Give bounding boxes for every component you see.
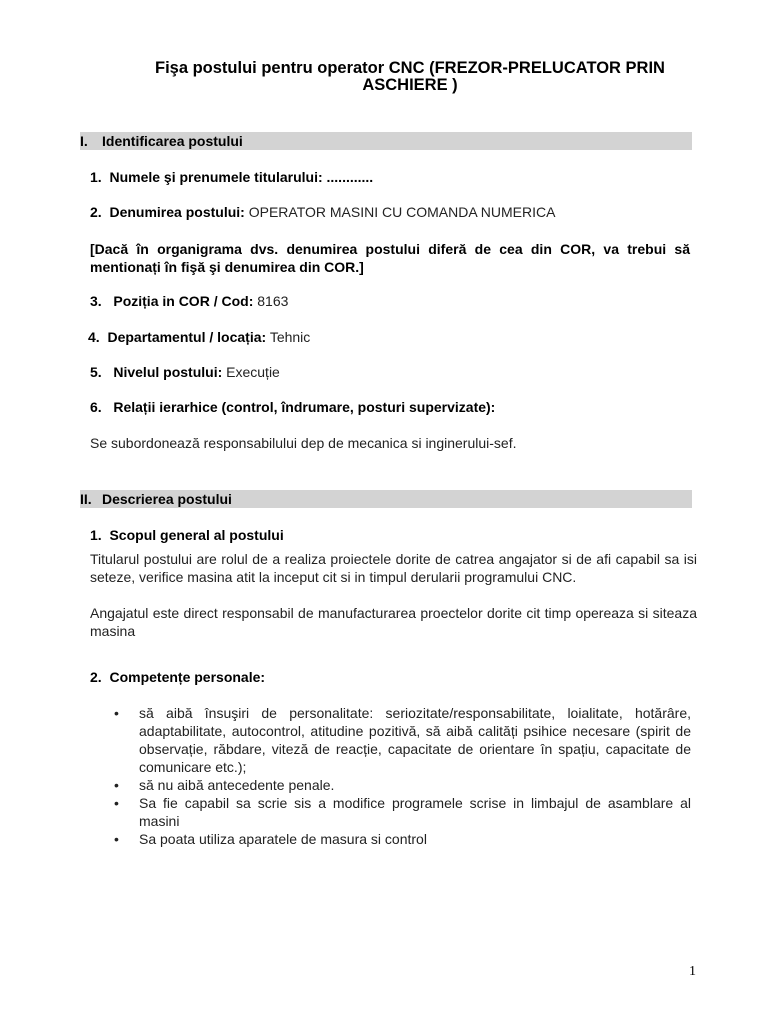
item-label: Nivelul postului: [113,364,223,380]
item-value: Tehnic [269,329,311,345]
list-item [114,704,691,776]
subsection-number: 2. [90,669,102,685]
section-1-header [80,132,692,150]
item-number: 2. [90,204,102,220]
purpose-paragraph-2: Angajatul este direct responsabil de manufacturarea proectelor dorite cit timp opereaza si siteaza masina [90,605,697,639]
item-label: Denumirea postului: [109,204,245,220]
item-value: 8163 [257,293,289,309]
list-item [114,776,691,794]
item-number: 6. [90,399,102,415]
item-number: 5. [90,364,102,380]
competences-list [114,704,691,848]
cor-note: [Dacă în organigrama dvs. denumirea postului diferă de cea din COR, va trebui să mentionați în fişă şi denumirea din COR.] [90,241,690,275]
page-number: 1 [689,964,696,979]
section-2-number: II. [80,491,92,507]
field-titular-name [90,168,700,186]
item-label: Departamentul / locația: [107,329,267,345]
field-job-title [90,203,700,221]
field-cor-code [90,292,700,310]
item-value: ............ [322,169,374,185]
item-number: 4. [88,329,100,345]
list-item [114,794,691,830]
item-label: Relații ierarhice (control, îndrumare, posturi supervizate): [113,399,496,415]
subsection-number: 1. [90,527,102,543]
list-item-text: să nu aibă antecedente penale. [139,777,335,793]
field-level [90,363,700,381]
list-item-text: Sa poata utiliza aparatele de masura si control [139,831,427,847]
subsection-purpose-heading [90,526,700,544]
field-hierarchy [90,398,700,416]
bullet-icon: • [114,777,119,793]
section-2-header [80,490,692,508]
document-title [110,60,710,94]
bullet-icon: • [114,831,119,847]
list-item-text: să aibă însuşiri de personalitate: seriozitate/responsabilitate, loialitate, hotărâre, adaptabilitate, autocontrol, atitudine pozitivă, să aibă calități psihice necesare (spirit de observație, răbdare, viteză de reacție, capacitate de orientare în spațiu, capacitate de comunicare etc.); [139,705,691,775]
list-item-text: Sa fie capabil sa scrie sis a modifice programele scrise in limbajul de asamblare al masini [139,795,691,829]
section-2-title: Descrierea postului [102,491,232,507]
item-number: 3. [90,293,102,309]
subsection-title: Competențe personale: [109,669,266,685]
subsection-competences-heading [90,668,700,686]
item-label: Poziția in COR / Cod: [113,293,254,309]
bullet-icon: • [114,705,119,721]
item-value: Execuție [226,364,280,380]
bullet-icon: • [114,795,119,811]
section-1-title: Identificarea postului [102,133,243,149]
item-number: 1. [90,169,102,185]
title-line-2: ASCHIERE ) [362,76,458,94]
item-label: Numele şi prenumele titularului: [109,169,323,185]
hierarchy-text: Se subordonează responsabilului dep de mecanica si inginerului-sef. [90,435,517,451]
list-item [114,830,691,848]
subsection-title: Scopul general al postului [109,527,284,543]
field-department [88,328,698,346]
purpose-paragraph-1: Titularul postului are rolul de a realiza proiectele dorite de catrea angajator si de afi capabil sa isi seteze, verifice masina atit la inceput cit si in timpul derularii programului CNC. [90,551,697,585]
section-1-number: I. [80,133,88,149]
title-line-1: Fişa postului pentru operator CNC (FREZOR-PRELUCATOR PRIN [155,59,665,77]
item-value: OPERATOR MASINI CU COMANDA NUMERICA [248,204,556,220]
